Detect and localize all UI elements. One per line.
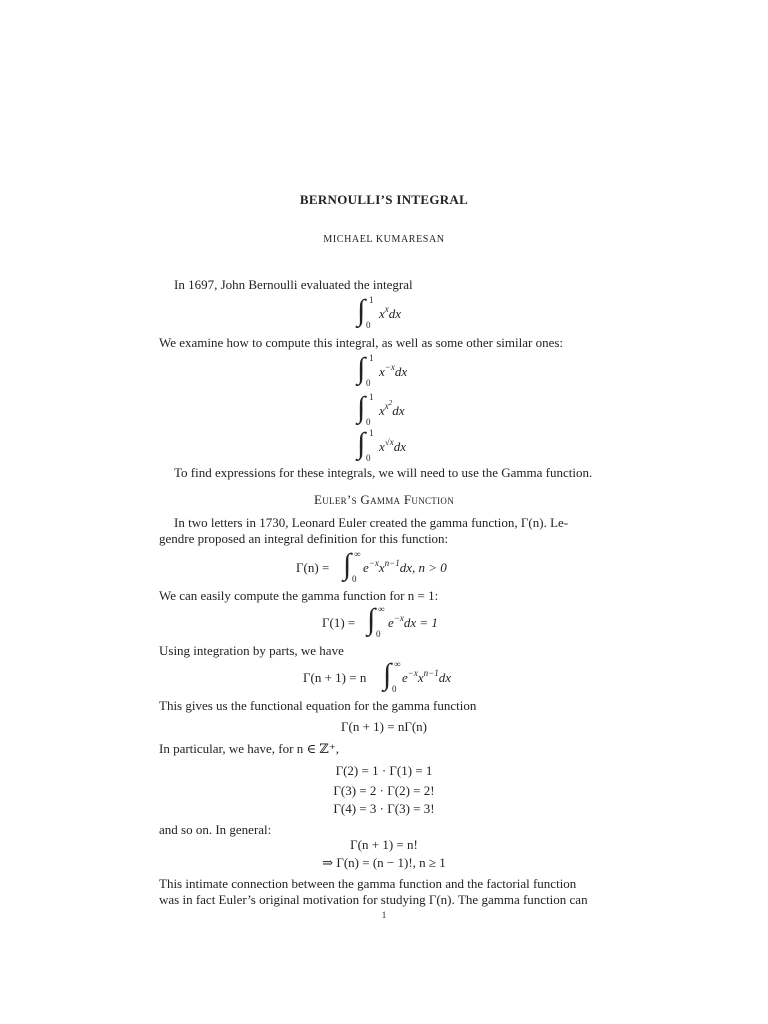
paragraph-gamma-one: We can easily compute the gamma function for n = 1:	[159, 588, 439, 603]
paragraph-gamma-intro: To find expressions for these integrals, we will need to use the Gamma function.	[174, 465, 593, 480]
paragraph-integration-parts: Using integration by parts, we have	[159, 643, 344, 658]
document-page: BERNOULLI’S INTEGRAL MICHAEL KUMARESAN In 1697, John Bernoulli evaluated the integral ∫ 1 0 $x^xdx$ We examine how to compute this integral, as well as some other similar ones: ∫ 1 0 $x^{-x}dx$ ∫ 1 0 $x^{x^2}dx$ ∫ 1 0 $x^{√x}dx$ To find expressions for these integrals, we will need to use the Gamma function. Euler’s Gamma Function In two letters in 1730, Leonard Euler created the gamma function, Γ(n). Le- gendre proposed an integral definition for this function: Γ(n) = ∫ ∞ 0 $e^{-x}x^{n-1}dx$, n > 0 We can easily compute the gamma function for n = 1: Γ(1) = ∫ ∞ 0 $e^{-x}dx = 1$ Using integration by parts, we have Γ(n + 1) = n ∫ ∞ 0 $e^{-x}x^{n-1}dx$ This gives us the functional equation for the gamma function Γ(n + 1) = nΓ(n) In particular, we have, for n ∈ ℤ⁺, Γ(2) = 1 · Γ(1) = 1 Γ(3) = 2 · Γ(2) = 2! Γ(4) = 3 · Γ(3) = 3! and so on. In general: Γ(n + 1) = n! ⇒ Γ(n) = (n − 1)!, n ≥ 1 This intimate connection between the gamma function and the factorial function was in fact Euler’s original motivation for studying Γ(n). The gamma function can 1	[0, 0, 768, 1024]
author-name: MICHAEL KUMARESAN	[323, 234, 445, 245]
paragraph-examine: We examine how to compute this integral, as well as some other similar ones:	[159, 335, 564, 350]
equation-general-shifted: ⇒ Γ(n) = (n − 1)!, n ≥ 1	[322, 855, 446, 870]
equation-gamma-definition: Γ(n) = ∫ ∞ 0 $e^{-x}x^{n-1}dx$, n > 0	[296, 548, 447, 584]
equation-gamma-3: Γ(3) = 2 · Γ(2) = 2!	[333, 783, 435, 798]
paper-title: BERNOULLI’S INTEGRAL	[299, 192, 469, 207]
paragraph-intro: In 1697, John Bernoulli evaluated the integral	[174, 277, 413, 292]
equation-gamma-2: Γ(2) = 1 · Γ(1) = 1	[335, 763, 433, 778]
paragraph-particular: In particular, we have, for n ∈ ℤ⁺,	[159, 741, 339, 756]
paragraph-connection-line1: This intimate connection between the gamma function and the factorial function	[159, 876, 577, 891]
paragraph-euler-line1: In two letters in 1730, Leonard Euler created the gamma function, Γ(n). Le-	[174, 515, 569, 530]
equation-gamma-one: Γ(1) = ∫ ∞ 0 $e^{-x}dx = 1$	[322, 603, 438, 639]
paragraph-connection-line2: was in fact Euler’s original motivation for studying Γ(n). The gamma function can	[159, 892, 588, 907]
paragraph-in-general: and so on. In general:	[159, 822, 272, 837]
paragraph-euler-line2: gendre proposed an integral definition for this function:	[159, 531, 449, 546]
equation-functional: Γ(n + 1) = nΓ(n)	[340, 719, 427, 734]
paragraph-functional-eq: This gives us the functional equation for the gamma function	[159, 698, 477, 713]
equation-general-factorial: Γ(n + 1) = n!	[350, 837, 418, 852]
equation-gamma-4: Γ(4) = 3 · Γ(3) = 3!	[333, 801, 435, 816]
page-number: 1	[381, 910, 387, 920]
section-heading: Euler’s Gamma Function	[314, 492, 454, 507]
equation-integration-parts: Γ(n + 1) = n ∫ ∞ 0 $e^{-x}x^{n-1}dx$	[303, 658, 451, 694]
